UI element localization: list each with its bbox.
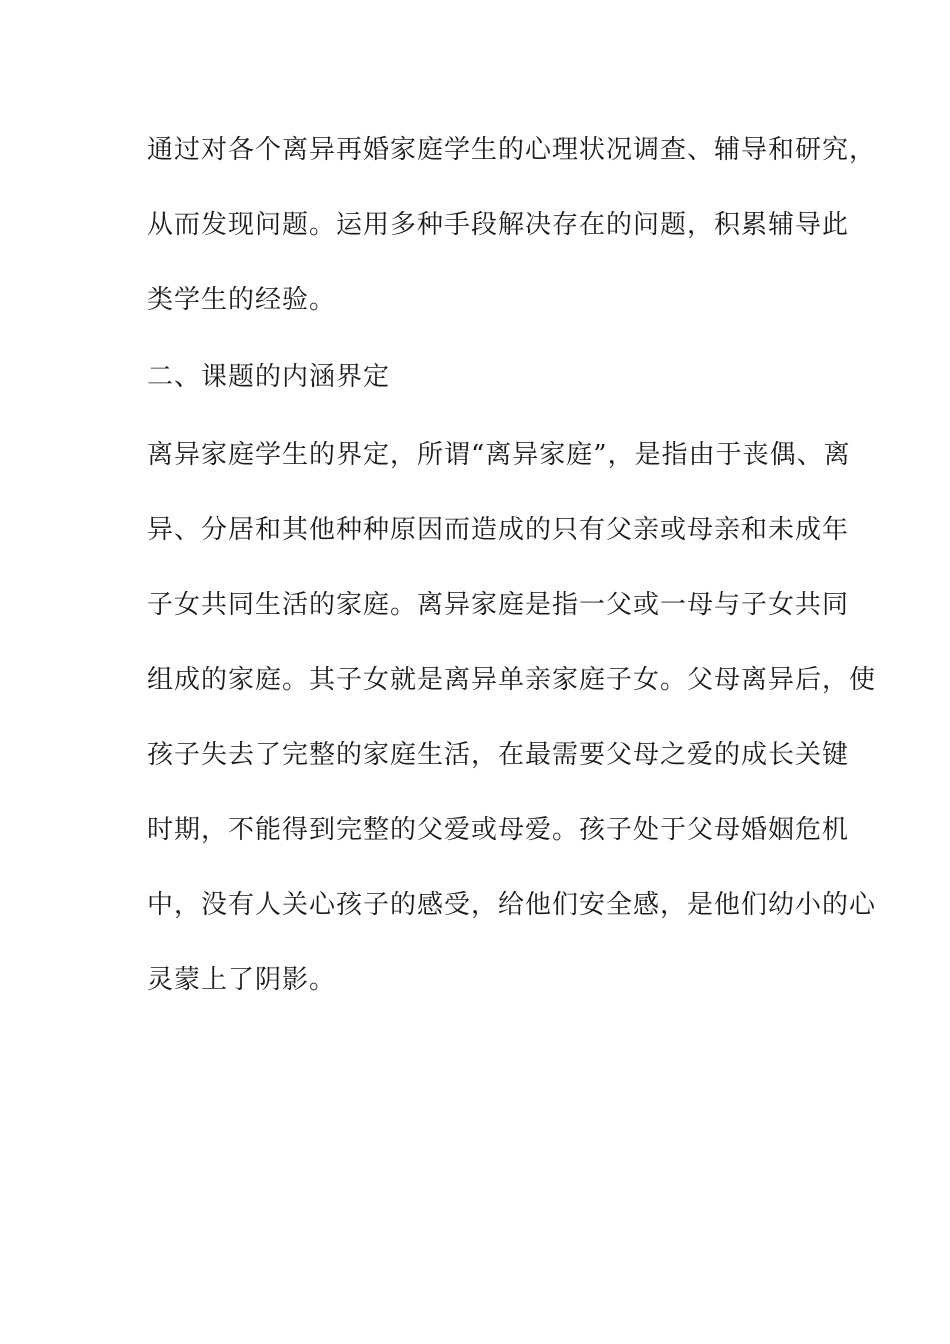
paragraph-line: 子女共同生活的家庭。离异家庭是指一父或一母与子女共同 [147, 590, 850, 620]
paragraph-line: 中，没有人关心孩子的感受，给他们安全感，是他们幼小的心 [147, 890, 877, 920]
paragraph-line: 孩子失去了完整的家庭生活，在最需要父母之爱的成长关键 [147, 740, 850, 770]
paragraph-line: 时期，不能得到完整的父爱或母爱。孩子处于父母婚姻危机 [147, 815, 850, 845]
paragraph-line: 从而发现问题。运用多种手段解决存在的问题，积累辅导此 [147, 210, 850, 240]
paragraph-line: 异、分居和其他种种原因而造成的只有父亲或母亲和未成年 [147, 515, 850, 545]
paragraph-line: 通过对各个离异再婚家庭学生的心理状况调查、辅导和研究， [147, 135, 877, 165]
paragraph-line: 离异家庭学生的界定，所谓“离异家庭”，是指由于丧偶、离 [147, 440, 851, 470]
paragraph-line: 类学生的经验。 [147, 285, 337, 315]
section-heading: 二、课题的内涵界定 [147, 362, 391, 392]
paragraph-line: 灵蒙上了阴影。 [147, 965, 337, 995]
paragraph-line: 组成的家庭。其子女就是离异单亲家庭子女。父母离异后，使 [147, 665, 877, 695]
